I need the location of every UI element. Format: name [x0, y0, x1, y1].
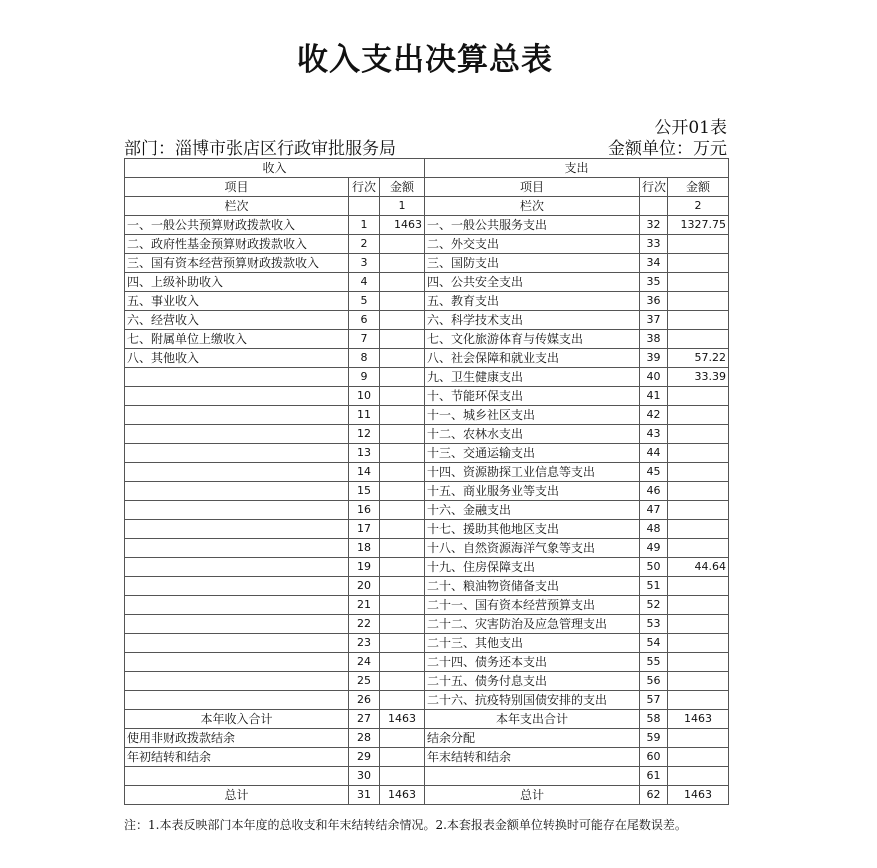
income-column-index: 1 [380, 197, 425, 216]
expense-line-cell: 43 [640, 425, 668, 444]
income-line-cell: 15 [349, 482, 380, 501]
expense-line-cell: 57 [640, 691, 668, 710]
income-amount-cell [380, 577, 425, 596]
table-row [125, 235, 729, 254]
expense-item-cell: 七、文化旅游体育与传媒支出 [425, 330, 640, 349]
income-expense-table [124, 158, 729, 805]
income-column-label: 栏次 [125, 197, 349, 216]
expense-item-cell: 二十六、抗疫特别国债安排的支出 [425, 691, 640, 710]
income-line-cell: 5 [349, 292, 380, 311]
income-line-cell: 10 [349, 387, 380, 406]
expense-amount-cell [668, 615, 729, 634]
header-row-column-index [125, 197, 729, 216]
income-item-cell [125, 444, 349, 463]
expense-line-cell: 32 [640, 216, 668, 235]
income-line-cell: 23 [349, 634, 380, 653]
expense-item-header: 项目 [425, 178, 640, 197]
expense-amount-cell [668, 501, 729, 520]
income-amount-cell [380, 387, 425, 406]
expense-amount-cell [668, 425, 729, 444]
table-row [125, 501, 729, 520]
table-row [125, 520, 729, 539]
income-item-cell: 总计 [125, 786, 349, 805]
income-amount-cell [380, 653, 425, 672]
income-amount-cell [380, 767, 425, 786]
expense-line-cell: 39 [640, 349, 668, 368]
income-amount-cell: 1463 [380, 216, 425, 235]
expense-item-cell: 总计 [425, 786, 640, 805]
expense-line-cell: 44 [640, 444, 668, 463]
expense-amount-cell [668, 311, 729, 330]
income-item-cell: 一、一般公共预算财政拨款收入 [125, 216, 349, 235]
income-amount-cell [380, 672, 425, 691]
expense-line-cell: 40 [640, 368, 668, 387]
expense-amount-cell: 1327.75 [668, 216, 729, 235]
income-line-cell: 8 [349, 349, 380, 368]
income-item-cell: 四、上级补助收入 [125, 273, 349, 292]
income-line-cell: 4 [349, 273, 380, 292]
expense-line-cell: 61 [640, 767, 668, 786]
income-item-cell [125, 482, 349, 501]
expense-amount-cell: 1463 [668, 710, 729, 729]
expense-amount-cell [668, 520, 729, 539]
footnote: 注：1.本表反映部门本年度的总收支和年末结转结余情况。2.本套报表金额单位转换时可能存在尾数误差。 [124, 818, 687, 832]
income-amount-header: 金额 [380, 178, 425, 197]
total-row [125, 767, 729, 786]
income-line-index [349, 197, 380, 216]
expense-line-cell: 38 [640, 330, 668, 349]
table-row [125, 216, 729, 235]
expense-line-cell: 33 [640, 235, 668, 254]
income-line-cell: 19 [349, 558, 380, 577]
expense-line-cell: 42 [640, 406, 668, 425]
expense-item-cell: 十九、住房保障支出 [425, 558, 640, 577]
income-line-cell: 11 [349, 406, 380, 425]
expense-line-header: 行次 [640, 178, 668, 197]
income-item-cell: 二、政府性基金预算财政拨款收入 [125, 235, 349, 254]
income-item-cell [125, 672, 349, 691]
income-item-cell [125, 539, 349, 558]
income-item-cell [125, 577, 349, 596]
expense-amount-header: 金额 [668, 178, 729, 197]
income-item-cell [125, 501, 349, 520]
income-amount-cell [380, 292, 425, 311]
expense-line-cell: 47 [640, 501, 668, 520]
income-item-header: 项目 [125, 178, 349, 197]
income-item-cell [125, 368, 349, 387]
header-row-columns [125, 178, 729, 197]
expense-line-cell: 53 [640, 615, 668, 634]
table-row [125, 539, 729, 558]
table-row [125, 634, 729, 653]
income-line-cell: 27 [349, 710, 380, 729]
table-row [125, 425, 729, 444]
income-amount-cell [380, 482, 425, 501]
expense-line-cell: 50 [640, 558, 668, 577]
expense-amount-cell: 44.64 [668, 558, 729, 577]
expense-item-cell: 结余分配 [425, 729, 640, 748]
income-item-cell [125, 520, 349, 539]
income-amount-cell [380, 254, 425, 273]
income-amount-cell [380, 349, 425, 368]
expense-line-index [640, 197, 668, 216]
table-row [125, 254, 729, 273]
expense-item-cell: 二十三、其他支出 [425, 634, 640, 653]
income-item-cell [125, 634, 349, 653]
expense-line-cell: 36 [640, 292, 668, 311]
income-line-header: 行次 [349, 178, 380, 197]
income-item-cell [125, 387, 349, 406]
income-item-cell [125, 463, 349, 482]
expense-item-cell: 二十五、债务付息支出 [425, 672, 640, 691]
expense-item-cell: 九、卫生健康支出 [425, 368, 640, 387]
income-line-cell: 31 [349, 786, 380, 805]
expense-line-cell: 49 [640, 539, 668, 558]
income-line-cell: 13 [349, 444, 380, 463]
income-line-cell: 28 [349, 729, 380, 748]
expense-column-label: 栏次 [425, 197, 640, 216]
table-row [125, 596, 729, 615]
expense-item-cell: 本年支出合计 [425, 710, 640, 729]
income-amount-cell [380, 311, 425, 330]
expense-item-cell: 十四、资源勘探工业信息等支出 [425, 463, 640, 482]
table-row [125, 691, 729, 710]
income-line-cell: 2 [349, 235, 380, 254]
expense-amount-cell [668, 387, 729, 406]
expense-item-cell: 八、社会保障和就业支出 [425, 349, 640, 368]
expense-amount-cell [668, 653, 729, 672]
table-row [125, 672, 729, 691]
income-line-cell: 14 [349, 463, 380, 482]
income-amount-cell [380, 615, 425, 634]
income-amount-cell [380, 235, 425, 254]
income-item-cell [125, 596, 349, 615]
expense-line-cell: 41 [640, 387, 668, 406]
income-item-cell [125, 691, 349, 710]
income-item-cell [125, 615, 349, 634]
expense-line-cell: 45 [640, 463, 668, 482]
table-row [125, 273, 729, 292]
income-line-cell: 24 [349, 653, 380, 672]
expense-amount-cell [668, 577, 729, 596]
page-title: 收入支出决算总表 [297, 42, 553, 78]
expense-line-cell: 60 [640, 748, 668, 767]
income-amount-cell [380, 273, 425, 292]
expense-line-cell: 56 [640, 672, 668, 691]
expense-amount-cell [668, 444, 729, 463]
unit-label: 金额单位：万元 [608, 139, 727, 159]
header-row-sections [125, 159, 729, 178]
income-line-cell: 20 [349, 577, 380, 596]
income-line-cell: 7 [349, 330, 380, 349]
income-line-cell: 17 [349, 520, 380, 539]
expense-item-cell: 二十一、国有资本经营预算支出 [425, 596, 640, 615]
table-body [125, 159, 729, 805]
income-line-cell: 18 [349, 539, 380, 558]
expense-amount-cell: 57.22 [668, 349, 729, 368]
expense-item-cell: 二、外交支出 [425, 235, 640, 254]
income-section-header: 收入 [125, 159, 425, 178]
expense-column-index: 2 [668, 197, 729, 216]
table-row [125, 330, 729, 349]
table-row [125, 406, 729, 425]
expense-item-cell: 十五、商业服务业等支出 [425, 482, 640, 501]
total-row [125, 786, 729, 805]
expense-amount-cell: 33.39 [668, 368, 729, 387]
income-amount-cell: 1463 [380, 786, 425, 805]
expense-line-cell: 54 [640, 634, 668, 653]
expense-line-cell: 37 [640, 311, 668, 330]
expense-amount-cell [668, 767, 729, 786]
table-row [125, 615, 729, 634]
expense-amount-cell [668, 235, 729, 254]
expense-amount-cell [668, 406, 729, 425]
income-amount-cell [380, 634, 425, 653]
expense-item-cell: 十二、农林水支出 [425, 425, 640, 444]
expense-item-cell: 四、公共安全支出 [425, 273, 640, 292]
income-amount-cell [380, 539, 425, 558]
expense-amount-cell [668, 273, 729, 292]
expense-amount-cell [668, 672, 729, 691]
income-item-cell [125, 558, 349, 577]
expense-amount-cell [668, 596, 729, 615]
expense-line-cell: 35 [640, 273, 668, 292]
income-line-cell: 9 [349, 368, 380, 387]
total-row [125, 710, 729, 729]
expense-line-cell: 59 [640, 729, 668, 748]
income-amount-cell [380, 444, 425, 463]
table-row [125, 558, 729, 577]
expense-item-cell: 十一、城乡社区支出 [425, 406, 640, 425]
table-row [125, 577, 729, 596]
income-line-cell: 25 [349, 672, 380, 691]
income-amount-cell [380, 558, 425, 577]
expense-line-cell: 34 [640, 254, 668, 273]
income-amount-cell [380, 596, 425, 615]
table-row [125, 349, 729, 368]
table-row [125, 482, 729, 501]
income-item-cell [125, 767, 349, 786]
expense-amount-cell [668, 254, 729, 273]
expense-amount-cell [668, 482, 729, 501]
expense-line-cell: 52 [640, 596, 668, 615]
total-row [125, 748, 729, 767]
income-line-cell: 1 [349, 216, 380, 235]
expense-line-cell: 48 [640, 520, 668, 539]
expense-amount-cell [668, 539, 729, 558]
table-row [125, 368, 729, 387]
table-row [125, 387, 729, 406]
table-row [125, 444, 729, 463]
expense-item-cell [425, 767, 640, 786]
total-row [125, 729, 729, 748]
income-item-cell: 年初结转和结余 [125, 748, 349, 767]
income-line-cell: 21 [349, 596, 380, 615]
income-amount-cell [380, 330, 425, 349]
expense-item-cell: 十七、援助其他地区支出 [425, 520, 640, 539]
expense-item-cell: 十、节能环保支出 [425, 387, 640, 406]
expense-amount-cell [668, 729, 729, 748]
department-label: 部门：淄博市张店区行政审批服务局 [124, 139, 396, 159]
expense-amount-cell [668, 330, 729, 349]
income-item-cell: 三、国有资本经营预算财政拨款收入 [125, 254, 349, 273]
income-line-cell: 12 [349, 425, 380, 444]
income-line-cell: 16 [349, 501, 380, 520]
expense-item-cell: 五、教育支出 [425, 292, 640, 311]
expense-line-cell: 51 [640, 577, 668, 596]
income-amount-cell [380, 729, 425, 748]
income-item-cell: 使用非财政拨款结余 [125, 729, 349, 748]
income-line-cell: 6 [349, 311, 380, 330]
expense-amount-cell [668, 691, 729, 710]
table-row [125, 292, 729, 311]
income-amount-cell [380, 501, 425, 520]
expense-item-cell: 一、一般公共服务支出 [425, 216, 640, 235]
expense-item-cell: 三、国防支出 [425, 254, 640, 273]
expense-amount-cell [668, 634, 729, 653]
table-row [125, 311, 729, 330]
expense-line-cell: 46 [640, 482, 668, 501]
expense-line-cell: 58 [640, 710, 668, 729]
income-line-cell: 30 [349, 767, 380, 786]
table-row [125, 653, 729, 672]
income-amount-cell [380, 368, 425, 387]
income-amount-cell [380, 520, 425, 539]
income-amount-cell [380, 425, 425, 444]
expense-item-cell: 十八、自然资源海洋气象等支出 [425, 539, 640, 558]
expense-line-cell: 55 [640, 653, 668, 672]
income-line-cell: 22 [349, 615, 380, 634]
expense-amount-cell: 1463 [668, 786, 729, 805]
income-item-cell: 八、其他收入 [125, 349, 349, 368]
expense-item-cell: 年末结转和结余 [425, 748, 640, 767]
expense-item-cell: 十三、交通运输支出 [425, 444, 640, 463]
income-item-cell: 六、经营收入 [125, 311, 349, 330]
income-item-cell: 本年收入合计 [125, 710, 349, 729]
income-amount-cell [380, 463, 425, 482]
expense-item-cell: 六、科学技术支出 [425, 311, 640, 330]
income-amount-cell [380, 406, 425, 425]
table-row [125, 463, 729, 482]
expense-amount-cell [668, 292, 729, 311]
form-number: 公开01表 [654, 118, 727, 138]
expense-item-cell: 二十四、债务还本支出 [425, 653, 640, 672]
income-item-cell: 七、附属单位上缴收入 [125, 330, 349, 349]
expense-item-cell: 二十、粮油物资储备支出 [425, 577, 640, 596]
expense-item-cell: 二十二、灾害防治及应急管理支出 [425, 615, 640, 634]
income-item-cell [125, 653, 349, 672]
income-item-cell: 五、事业收入 [125, 292, 349, 311]
income-amount-cell [380, 748, 425, 767]
income-line-cell: 26 [349, 691, 380, 710]
expense-amount-cell [668, 748, 729, 767]
income-item-cell [125, 406, 349, 425]
expense-item-cell: 十六、金融支出 [425, 501, 640, 520]
income-amount-cell [380, 691, 425, 710]
expense-amount-cell [668, 463, 729, 482]
expense-section-header: 支出 [425, 159, 729, 178]
income-line-cell: 3 [349, 254, 380, 273]
income-line-cell: 29 [349, 748, 380, 767]
income-item-cell [125, 425, 349, 444]
income-amount-cell: 1463 [380, 710, 425, 729]
expense-line-cell: 62 [640, 786, 668, 805]
